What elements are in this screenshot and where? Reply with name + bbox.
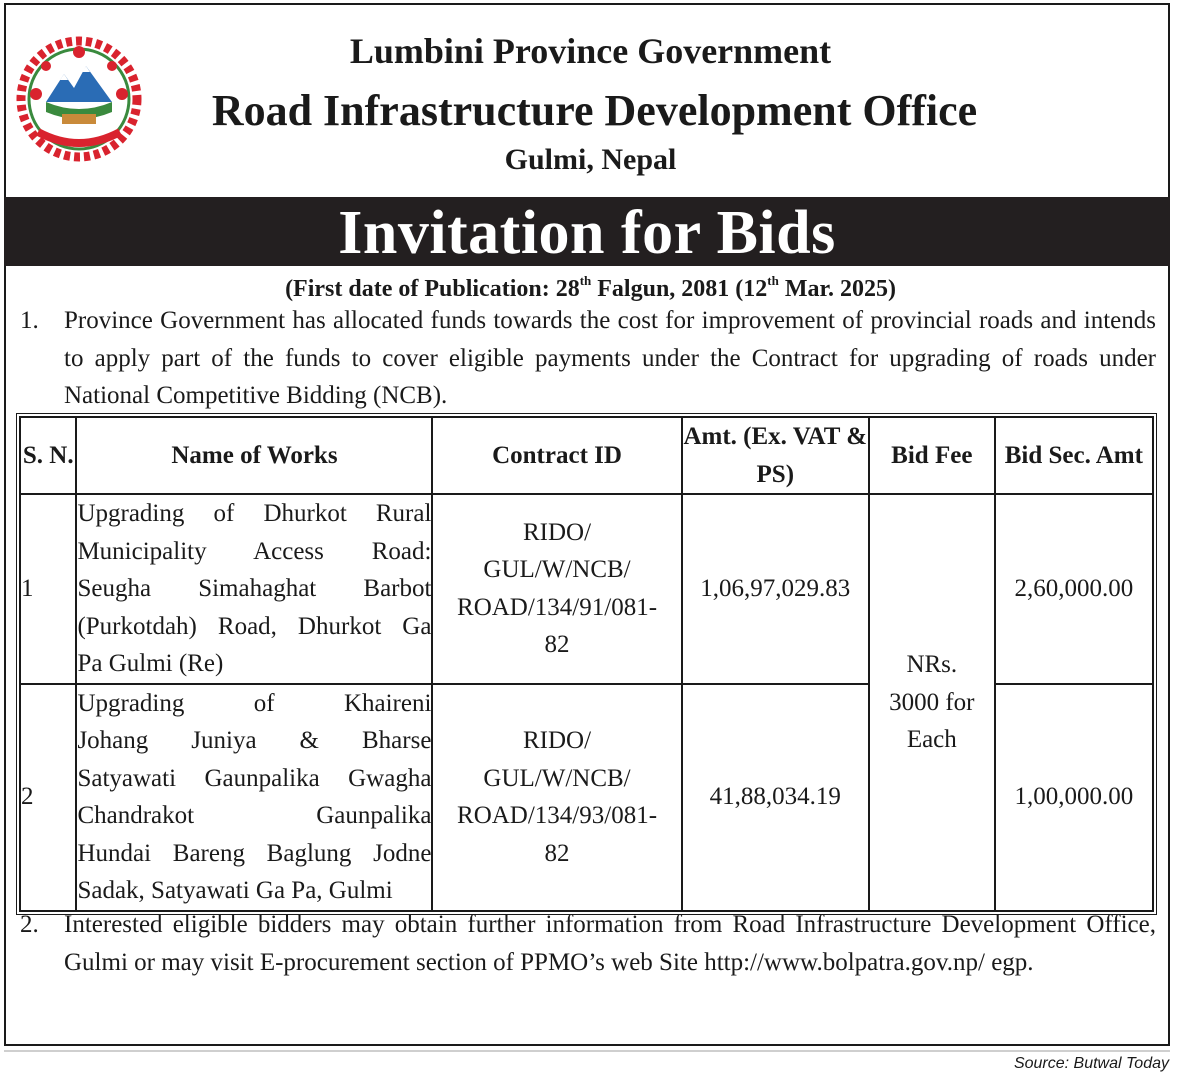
cell-contract-id xyxy=(432,684,681,911)
header-name-of-works: Name of Works xyxy=(76,417,432,494)
paragraph-1 xyxy=(20,302,1156,415)
work-name-line: Hundai Bareng Baglung Jodne xyxy=(77,839,432,867)
cell-name-of-works xyxy=(76,684,432,911)
bid-fee-line: 3000 for xyxy=(889,688,975,716)
notice-title: Invitation for Bids xyxy=(4,197,1170,266)
header-contract-id: Contract ID xyxy=(432,417,681,494)
work-name-line: (Purkotdah) Road, Dhurkot Ga xyxy=(77,612,432,640)
work-name-line: Satyawati Gaunpalika Gwagha xyxy=(77,764,432,792)
contract-id-line: ROAD/134/91/081- xyxy=(457,593,658,621)
cell-sn: 2 xyxy=(20,684,76,911)
work-name-line: Upgrading of Dhurkot Rural xyxy=(77,500,432,527)
contract-id-line: RIDO/ xyxy=(522,518,592,546)
header-bid-security: Bid Sec. Amt xyxy=(995,417,1153,494)
paragraph-text: Province Government has allocated funds towards the cost for improvement of provincial roads and intends to apply part of the funds to cover eligible payments under the Contract for upgrading of roads under National Competitive Bidding (NCB). xyxy=(64,307,1156,409)
office-location: Gulmi, Nepal xyxy=(504,143,677,176)
paragraph-number: 2. xyxy=(20,911,39,938)
cell-bid-security: 1,00,000.00 xyxy=(995,684,1153,911)
contract-id-line: ROAD/134/93/081- xyxy=(457,802,658,829)
bid-fee-line: NRs. xyxy=(906,651,958,678)
contract-id-line: 82 xyxy=(544,839,570,867)
contract-id-line: GUL/W/NCB/ xyxy=(483,764,631,792)
work-name-line: Upgrading of Khaireni xyxy=(77,689,432,717)
contract-id-line: RIDO/ xyxy=(522,727,592,754)
cell-sn: 1 xyxy=(20,494,76,684)
paragraph-number: 1. xyxy=(20,307,39,334)
bid-fee-line: Each xyxy=(906,726,957,753)
table-row xyxy=(20,494,1153,684)
header-bid-fee: Bid Fee xyxy=(869,417,995,494)
work-name-line: Municipality Access Road: xyxy=(77,537,432,565)
header-amount: Amt. (Ex. VAT & PS) xyxy=(682,417,869,494)
publication-date: (First date of Publication: 28th Falgun, 2081 (12th Mar. 2025) xyxy=(285,273,896,302)
work-name-line: Sadak, Satyawati Ga Pa, Gulmi xyxy=(77,877,393,904)
cell-amount: 1,06,97,029.83 xyxy=(682,494,869,684)
work-name-line: Johang Juniya & Bharse xyxy=(77,727,432,754)
bottom-divider xyxy=(4,1050,1170,1052)
bids-table xyxy=(19,416,1154,912)
office-name: Road Infrastructure Development Office xyxy=(211,86,978,135)
cell-amount: 41,88,034.19 xyxy=(682,684,869,911)
province-name: Lumbini Province Government xyxy=(349,31,832,71)
source-credit: Source: Butwal Today xyxy=(1013,1055,1169,1072)
cell-name-of-works xyxy=(76,494,432,684)
table-header-row xyxy=(20,417,1153,494)
paragraph-2 xyxy=(20,906,1156,981)
cell-bid-security: 2,60,000.00 xyxy=(995,494,1153,684)
work-name-line: Chandrakot Gaunpalika xyxy=(77,802,432,829)
work-name-line: Seugha Simahaghat Barbot xyxy=(77,575,432,602)
contract-id-line: GUL/W/NCB/ xyxy=(483,556,631,584)
header-sn: S. N. xyxy=(20,417,76,494)
cell-bid-fee xyxy=(869,494,995,911)
work-name-line: Pa Gulmi (Re) xyxy=(77,650,224,677)
paragraph-text: Interested eligible bidders may obtain further information from Road Infrastructure Development Office, Gulmi or may visit E-procurement section of PPMO’s web Site http://www.bolpatra.gov.np/ egp. xyxy=(64,911,1156,976)
cell-contract-id xyxy=(432,494,681,684)
contract-id-line: 82 xyxy=(544,631,570,659)
